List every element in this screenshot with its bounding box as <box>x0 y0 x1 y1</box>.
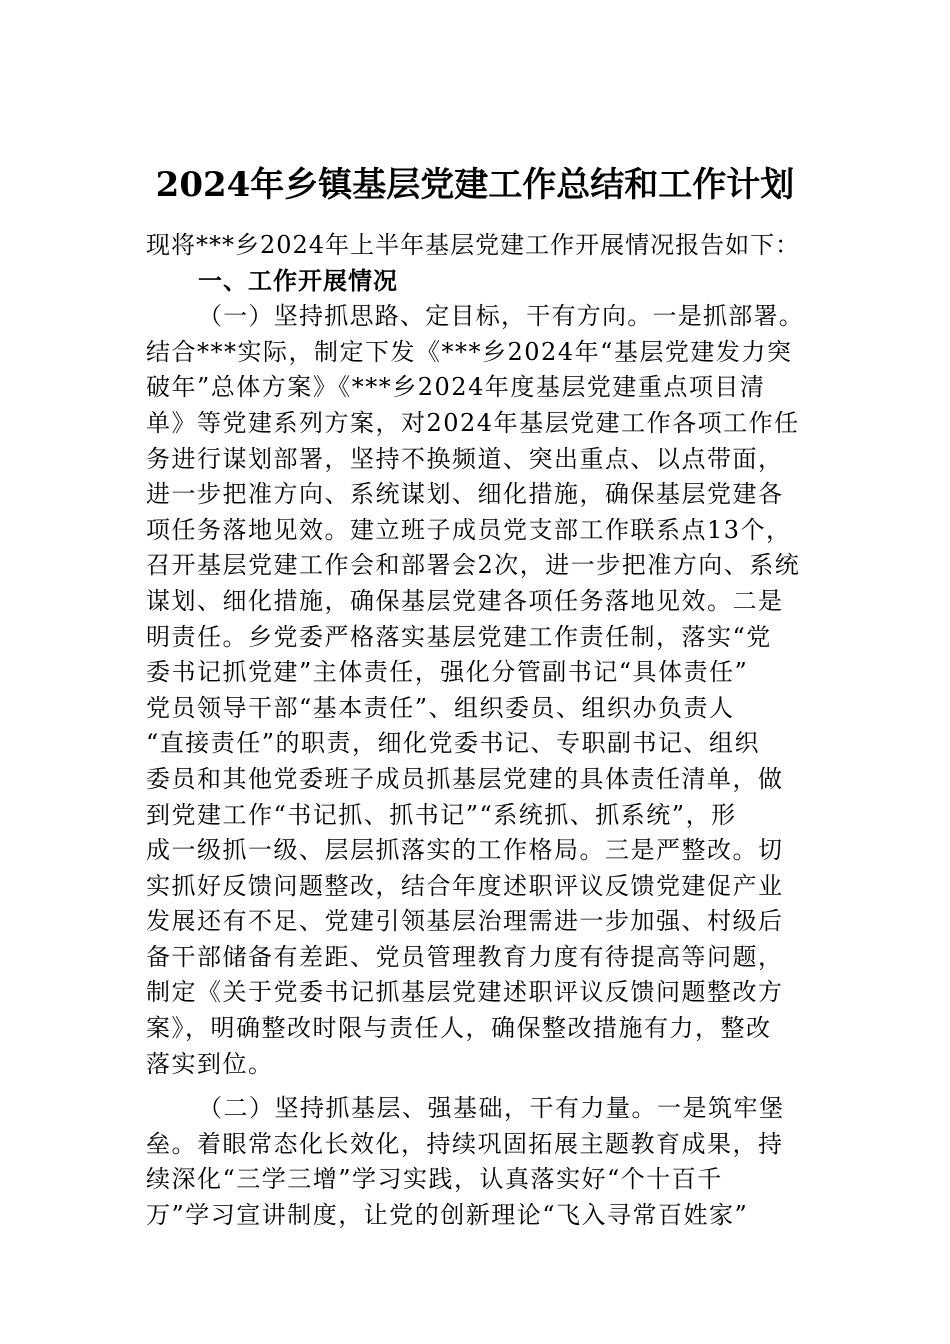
section-heading: 一、工作开展情况 <box>198 266 398 295</box>
paragraph-line: “直接责任”的职责，细化党委书记、专职副书记、组织 <box>146 729 761 758</box>
paragraph-line: 备干部储备有差距、党员管理教育力度有待提高等问题， <box>146 942 784 971</box>
paragraph-line: 垒。着眼常态化长效化，持续巩固拓展主题教育成果，持 <box>146 1129 784 1158</box>
paragraph-line: 召开基层党建工作会和部署会2次，进一步把准方向、系统 <box>146 551 801 580</box>
document-body <box>146 228 806 1234</box>
paragraph-line: 发展还有不足、党建引领基层治理需进一步加强、村级后 <box>146 907 784 936</box>
paragraph-line: 实抓好反馈问题整改，结合年度述职评议反馈党建促产业 <box>146 871 784 900</box>
paragraph-line: 制定《关于党委书记抓基层党建述职评议反馈问题整改方 <box>146 978 784 1007</box>
document-title: 2024年乡镇基层党建工作总结和工作计划 <box>155 165 795 205</box>
paragraph-line: 进一步把准方向、系统谋划、细化措施，确保基层党建各 <box>146 480 784 509</box>
paragraph-line: （一）坚持抓思路、定目标，干有方向。一是抓部署。 <box>198 302 804 331</box>
paragraph-line: 单》等党建系列方案，对2024年基层党建工作各项工作任 <box>146 408 800 437</box>
paragraph-line: 万”学习宣讲制度，让党的创新理论“飞入寻常百姓家” <box>146 1201 749 1230</box>
paragraph-line: 明责任。乡党委严格落实基层党建工作责任制，落实“党 <box>146 622 772 651</box>
paragraph-line: 破年”总体方案》《***乡2024年度基层党建重点项目清 <box>146 373 766 402</box>
paragraph-line: 成一级抓一级、层层抓落实的工作格局。三是严整改。切 <box>146 836 784 865</box>
paragraph-line: 党员领导干部“基本责任”、组织委员、组织办负责人 <box>146 693 735 722</box>
paragraph-line: 案》，明确整改时限与责任人，确保整改措施有力，整改 <box>146 1014 772 1043</box>
paragraph-line: 项任务落地见效。建立班子成员党支部工作联系点13个， <box>146 515 792 544</box>
paragraph-line: 到党建工作“书记抓、抓书记”“系统抓、抓系统”，形 <box>146 800 737 829</box>
paragraph-line: （二）坚持抓基层、强基础，干有力量。一是筑牢堡 <box>198 1094 785 1123</box>
paragraph-line: 务进行谋划部署，坚持不换频道、突出重点、以点带面， <box>146 444 784 473</box>
paragraph-line: 委员和其他党委班子成员抓基层党建的具体责任清单，做 <box>146 764 784 793</box>
paragraph-line: 续深化“三学三增”学习实践，认真落实好“个十百千 <box>146 1165 723 1194</box>
paragraph-line: 结合***实际，制定下发《***乡2024年“基层党建发力突 <box>146 337 793 366</box>
paragraph-gap <box>146 1082 806 1091</box>
paragraph-line: 落实到位。 <box>146 1049 274 1078</box>
paragraph-line: 谋划、细化措施，确保基层党建各项任务落地见效。二是 <box>146 586 784 615</box>
intro-line: 现将***乡2024年上半年基层党建工作开展情况报告如下： <box>146 231 801 259</box>
paragraph-line: 委书记抓党建”主体责任，强化分管副书记“具体责任” <box>146 658 749 687</box>
